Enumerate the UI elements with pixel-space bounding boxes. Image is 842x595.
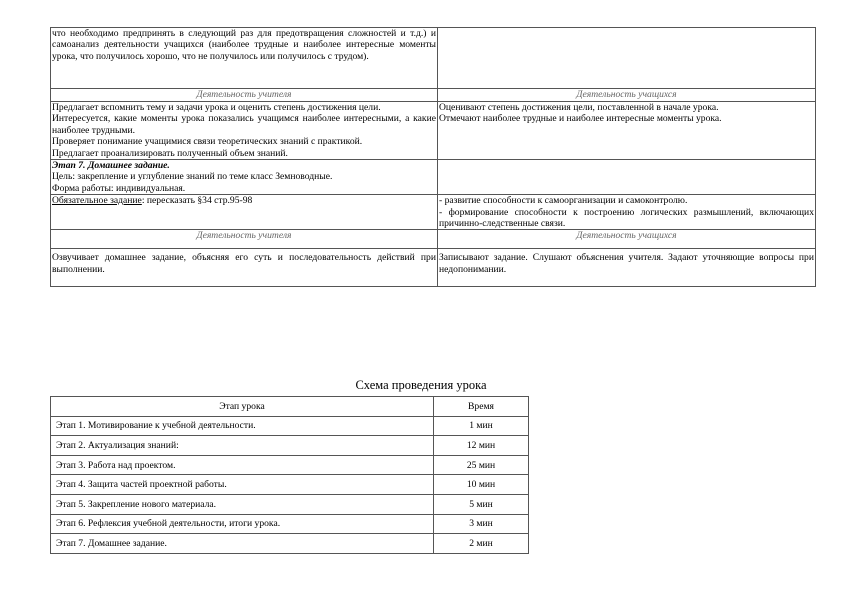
column-header-time: Время — [434, 397, 529, 417]
teacher-activity-cell — [51, 102, 438, 160]
teacher-activity-line: Предлагает проанализировать полученный объем знаний. — [52, 147, 288, 159]
time-cell: 12 мин — [434, 436, 529, 456]
homework-line — [52, 195, 436, 206]
table-header-row — [51, 397, 529, 417]
students-activity-line: Отмечают наиболее трудные и наиболее интересные моменты урока. — [439, 113, 722, 125]
homework-skill-line: - формирование способности к построению логических размышлений, включающих причинно-следственные связи. — [439, 206, 814, 230]
time-cell: 1 мин — [434, 416, 529, 436]
students-activity-header: Деятельность учащихся — [438, 230, 816, 249]
stage-cell: Этап 2. Актуализация знаний: — [51, 436, 434, 456]
homework-label: Обязательное задание — [52, 195, 142, 207]
students-activity-line: Оценивают степень достижения цели, поставленной в начале урока. — [439, 102, 719, 113]
students-activity-cell — [438, 249, 816, 287]
teacher-activity-header: Деятельность учителя — [51, 230, 438, 249]
table-row — [51, 249, 816, 287]
teacher-activity-line: Интересуется, какие моменты урока показались учащимся наиболее интересными, а какие наиболее трудными. — [52, 113, 436, 136]
reflection-description-text: что необходимо предпринять в следующий раз для предотвращения сложностей и т.д.) и самоанализ деятельности учащихся (наиболее трудные и наиболее интересные моменты урока, что получилось хорошо, что не получилось или получилось с трудом). — [52, 28, 436, 62]
time-cell: 10 мин — [434, 475, 529, 495]
table-row — [51, 494, 529, 514]
table-row — [51, 534, 529, 554]
lesson-schema-table — [50, 396, 529, 554]
column-header-stage: Этап урока — [51, 397, 434, 417]
stage-cell: Этап 5. Закрепление нового материала. — [51, 494, 434, 514]
homework-skill-line: - развитие способности к самоорганизации и самоконтролю. — [439, 195, 688, 207]
students-activity-line: Записывают задание. Слушают объяснения учителя. Задают уточняющие вопросы при недопонимании. — [439, 252, 814, 275]
table-row — [51, 102, 816, 160]
homework-skills-cell — [438, 195, 816, 230]
time-cell: 2 мин — [434, 534, 529, 554]
empty-cell — [438, 28, 816, 89]
stage-cell: Этап 4. Защита частей проектной работы. — [51, 475, 434, 495]
reflection-description-cell — [51, 28, 438, 89]
stage7-goal: Цель: закрепление и углубление знаний по теме класс Земноводные. — [52, 171, 333, 183]
stage7-form: Форма работы: индивидуальная. — [52, 182, 186, 194]
time-cell: 5 мин — [434, 494, 529, 514]
table-row — [51, 416, 529, 436]
homework-text: : пересказать §34 стр.95-98 — [141, 195, 253, 207]
table-row — [51, 230, 816, 249]
stage7-cell — [51, 160, 438, 195]
stage-cell: Этап 1. Мотивирование к учебной деятельности. — [51, 416, 434, 436]
teacher-activity-line: Предлагает вспомнить тему и задачи урока и оценить степень достижения цели. — [52, 102, 381, 113]
teacher-activity-line: Озвучивает домашнее задание, объясняя его суть и последовательность действий при выполнении. — [52, 252, 436, 275]
table-row — [51, 195, 816, 230]
teacher-activity-cell — [51, 249, 438, 287]
table-row — [51, 514, 529, 534]
stage7-title: Этап 7. Домашнее задание. — [52, 160, 170, 172]
time-cell: 25 мин — [434, 455, 529, 475]
stage-cell: Этап 7. Домашнее задание. — [51, 534, 434, 554]
table-row — [51, 455, 529, 475]
empty-cell — [438, 160, 816, 195]
students-activity-header: Деятельность учащихся — [438, 89, 816, 102]
stage-cell: Этап 6. Рефлексия учебной деятельности, итоги урока. — [51, 514, 434, 534]
lesson-plan-table — [50, 27, 816, 287]
homework-cell — [51, 195, 438, 230]
teacher-activity-line: Проверяет понимание учащимися связи теоретических знаний с практикой. — [52, 136, 363, 148]
table-row — [51, 160, 816, 195]
time-cell: 3 мин — [434, 514, 529, 534]
table-row — [51, 28, 816, 89]
students-activity-cell — [438, 102, 816, 160]
teacher-activity-header: Деятельность учителя — [51, 89, 438, 102]
table-row — [51, 475, 529, 495]
table-row — [51, 89, 816, 102]
table-row — [51, 436, 529, 456]
stage-cell: Этап 3. Работа над проектом. — [51, 455, 434, 475]
schema-title: Схема проведения урока — [355, 378, 487, 392]
